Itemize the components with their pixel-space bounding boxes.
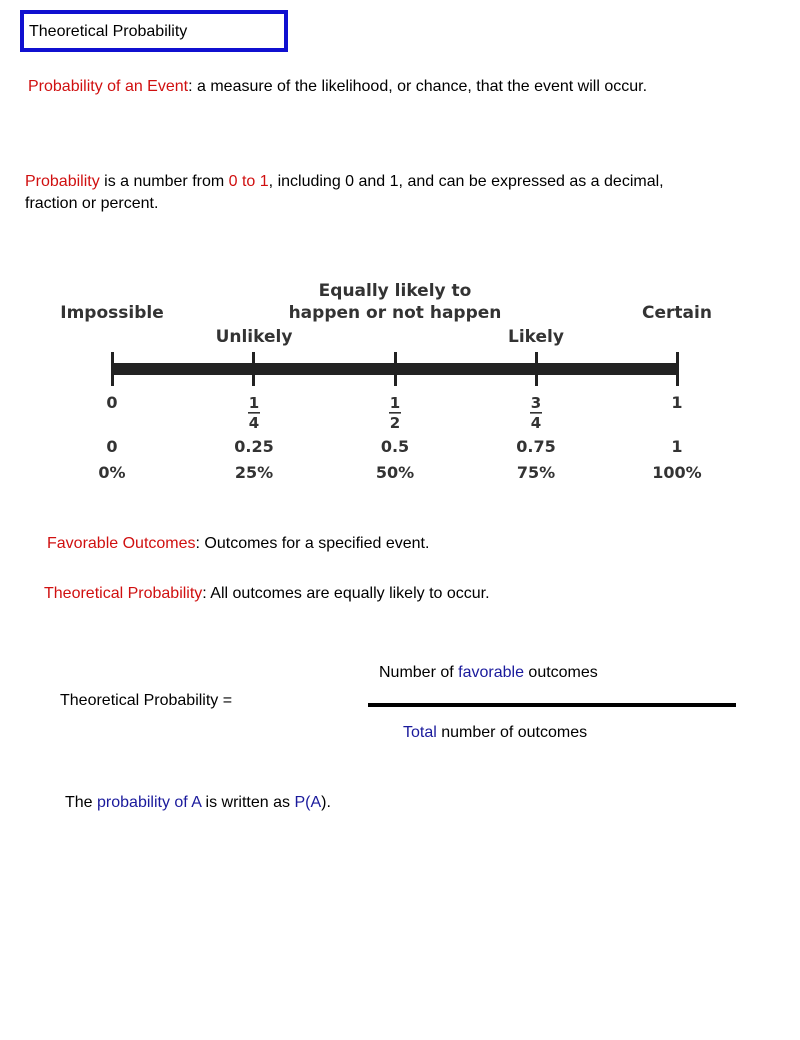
decimal-0-25: 0.25 xyxy=(234,437,274,456)
decimal-1: 1 xyxy=(671,437,683,456)
tick-half xyxy=(394,352,397,386)
decimal-0-5: 0.5 xyxy=(380,437,410,456)
percent-50: 50% xyxy=(375,463,415,482)
definition-event-text: a measure of the likelihood, or chance, that the event will occur. xyxy=(192,78,648,95)
fraction-den-1-4: 4 xyxy=(248,414,260,432)
probability-number-line xyxy=(0,270,800,490)
term-probability: Probability xyxy=(25,173,100,190)
page-title: Theoretical Probability xyxy=(29,23,188,40)
numerator-prefix: Number of xyxy=(379,664,459,681)
label-impossible: Impossible xyxy=(60,303,164,323)
definition-probability-line2: fraction or percent. xyxy=(25,195,159,212)
label-likely: Likely xyxy=(508,327,564,347)
colon: : xyxy=(188,78,193,95)
tick-quarter xyxy=(252,352,255,386)
definition-theoretical-text: : All outcomes are equally likely to occur. xyxy=(202,585,490,602)
notation-a: A xyxy=(310,794,322,811)
fraction-num-1-2: 1 xyxy=(389,394,401,412)
definition-probability-line1-end: , including 0 and 1, and can be expressed as a decimal, xyxy=(268,173,664,190)
fraction-line xyxy=(368,703,736,707)
fraction-den-1-2: 2 xyxy=(389,414,401,432)
label-equally-likely-1: Equally likely to xyxy=(318,281,472,301)
tick-1 xyxy=(676,352,679,386)
definition-theoretical xyxy=(44,583,490,605)
fraction-num-1-4: 1 xyxy=(248,394,260,412)
tick-0 xyxy=(111,352,114,386)
notation-mid: is written as xyxy=(201,794,295,811)
notation-p-open: P( xyxy=(294,794,311,811)
definition-event xyxy=(28,76,647,98)
definition-probability xyxy=(25,171,664,193)
denominator-suffix: number of outcomes xyxy=(436,724,588,741)
definition-favorable-text: : Outcomes for a specified event. xyxy=(195,535,430,552)
percent-25: 25% xyxy=(234,463,274,482)
term-probability-event: Probability of an Event xyxy=(28,78,189,95)
percent-100: 100% xyxy=(652,463,702,482)
decimal-0: 0 xyxy=(106,437,118,456)
tick-label-0: 0 xyxy=(106,393,118,412)
numerator-favorable: favorable xyxy=(458,664,524,681)
percent-75: 75% xyxy=(516,463,556,482)
notation-close: ). xyxy=(321,794,331,811)
range-0-to-1: 0 to 1 xyxy=(228,173,269,190)
percent-0: 0% xyxy=(98,463,126,482)
tick-three-quarter xyxy=(535,352,538,386)
notation-probability-of-a: probability of A xyxy=(97,794,202,811)
formula-denominator xyxy=(403,722,587,744)
title-box xyxy=(20,10,288,52)
definition-probability-mid: is a number from xyxy=(99,173,229,190)
fraction-num-3-4: 3 xyxy=(530,394,542,412)
label-unlikely: Unlikely xyxy=(215,327,293,347)
numerator-suffix: outcomes xyxy=(523,664,598,681)
term-theoretical-probability: Theoretical Probability xyxy=(44,585,203,602)
fraction-den-3-4: 4 xyxy=(530,414,542,432)
notation-sentence xyxy=(65,792,331,814)
label-certain: Certain xyxy=(642,303,712,323)
decimal-0-75: 0.75 xyxy=(516,437,556,456)
denominator-total: Total xyxy=(403,724,437,741)
formula-numerator xyxy=(379,662,598,684)
label-equally-likely-2: happen or not happen xyxy=(288,303,502,323)
notation-pre: The xyxy=(65,794,98,811)
tick-label-1: 1 xyxy=(671,393,683,412)
formula-lhs: Theoretical Probability = xyxy=(60,692,233,709)
term-favorable-outcomes: Favorable Outcomes xyxy=(47,535,196,552)
definition-favorable xyxy=(47,533,429,555)
